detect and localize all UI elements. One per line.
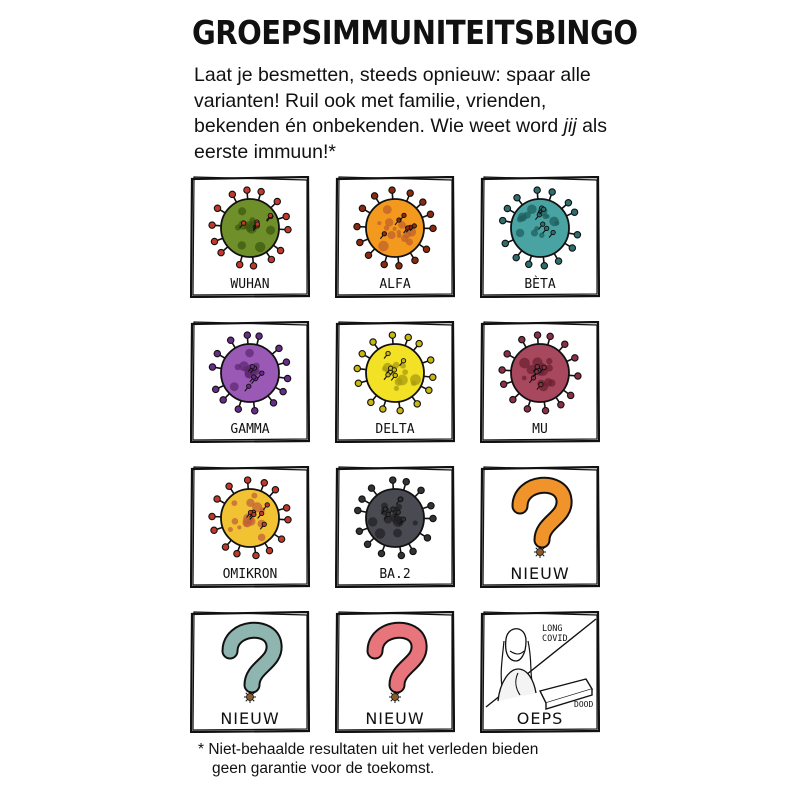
bingo-tile <box>480 176 600 298</box>
tile-label: OEPS <box>516 709 564 728</box>
dood-text: DOOD <box>574 700 594 709</box>
virus-icon <box>354 187 436 269</box>
virus-icon <box>354 332 436 414</box>
bingo-tile <box>335 176 455 298</box>
virus-icon <box>209 332 291 414</box>
bingo-tile <box>480 466 600 588</box>
bingo-tile <box>335 611 455 733</box>
bingo-tile <box>190 466 310 588</box>
bingo-card <box>172 0 638 800</box>
intro-text: Laat je besmetten, steeds opnieuw: spaar alle varianten! Ruil ook met familie, vrienden, bekenden én onbekenden. Wie weet word jij als eerste immuun!* <box>194 64 608 163</box>
bingo-tile <box>480 321 600 443</box>
footnote: * Niet-behaalde resultaten uit het verleden bieden geen garantie voor de toekomst. <box>198 741 539 777</box>
covid-text: COVID <box>542 634 568 644</box>
tile-label: GAMMA <box>230 422 270 437</box>
bingo-tile <box>335 321 455 443</box>
question-mark-icon <box>520 485 564 558</box>
bingo-tile <box>480 611 600 733</box>
tile-label: NIEUW <box>510 564 570 583</box>
virus-icon <box>355 477 437 559</box>
tile-label: NIEUW <box>220 709 280 728</box>
tile-label: BÈTA <box>524 277 556 292</box>
virus-icon <box>209 187 291 269</box>
bingo-tile <box>190 176 310 298</box>
virus-icon <box>499 332 581 414</box>
bingo-tile <box>335 466 455 588</box>
virus-icon <box>209 477 291 559</box>
tile-label: NIEUW <box>365 709 425 728</box>
tile-label: OMIKRON <box>222 567 278 582</box>
tile-label: BA.2 <box>379 567 411 582</box>
bingo-tile <box>190 321 310 443</box>
question-mark-icon <box>375 630 419 703</box>
virus-icon <box>500 187 581 269</box>
tile-label: DELTA <box>375 422 415 437</box>
tile-label: MU <box>532 422 548 437</box>
long-covid-illustration <box>486 619 596 709</box>
tile-label: WUHAN <box>230 277 270 292</box>
page-title: GROEPSIMMUNITEITSBINGO <box>192 14 638 53</box>
tile-label: ALFA <box>379 277 411 292</box>
bingo-tile <box>190 611 310 733</box>
long-text: LONG <box>542 624 563 634</box>
question-mark-icon <box>230 630 274 703</box>
